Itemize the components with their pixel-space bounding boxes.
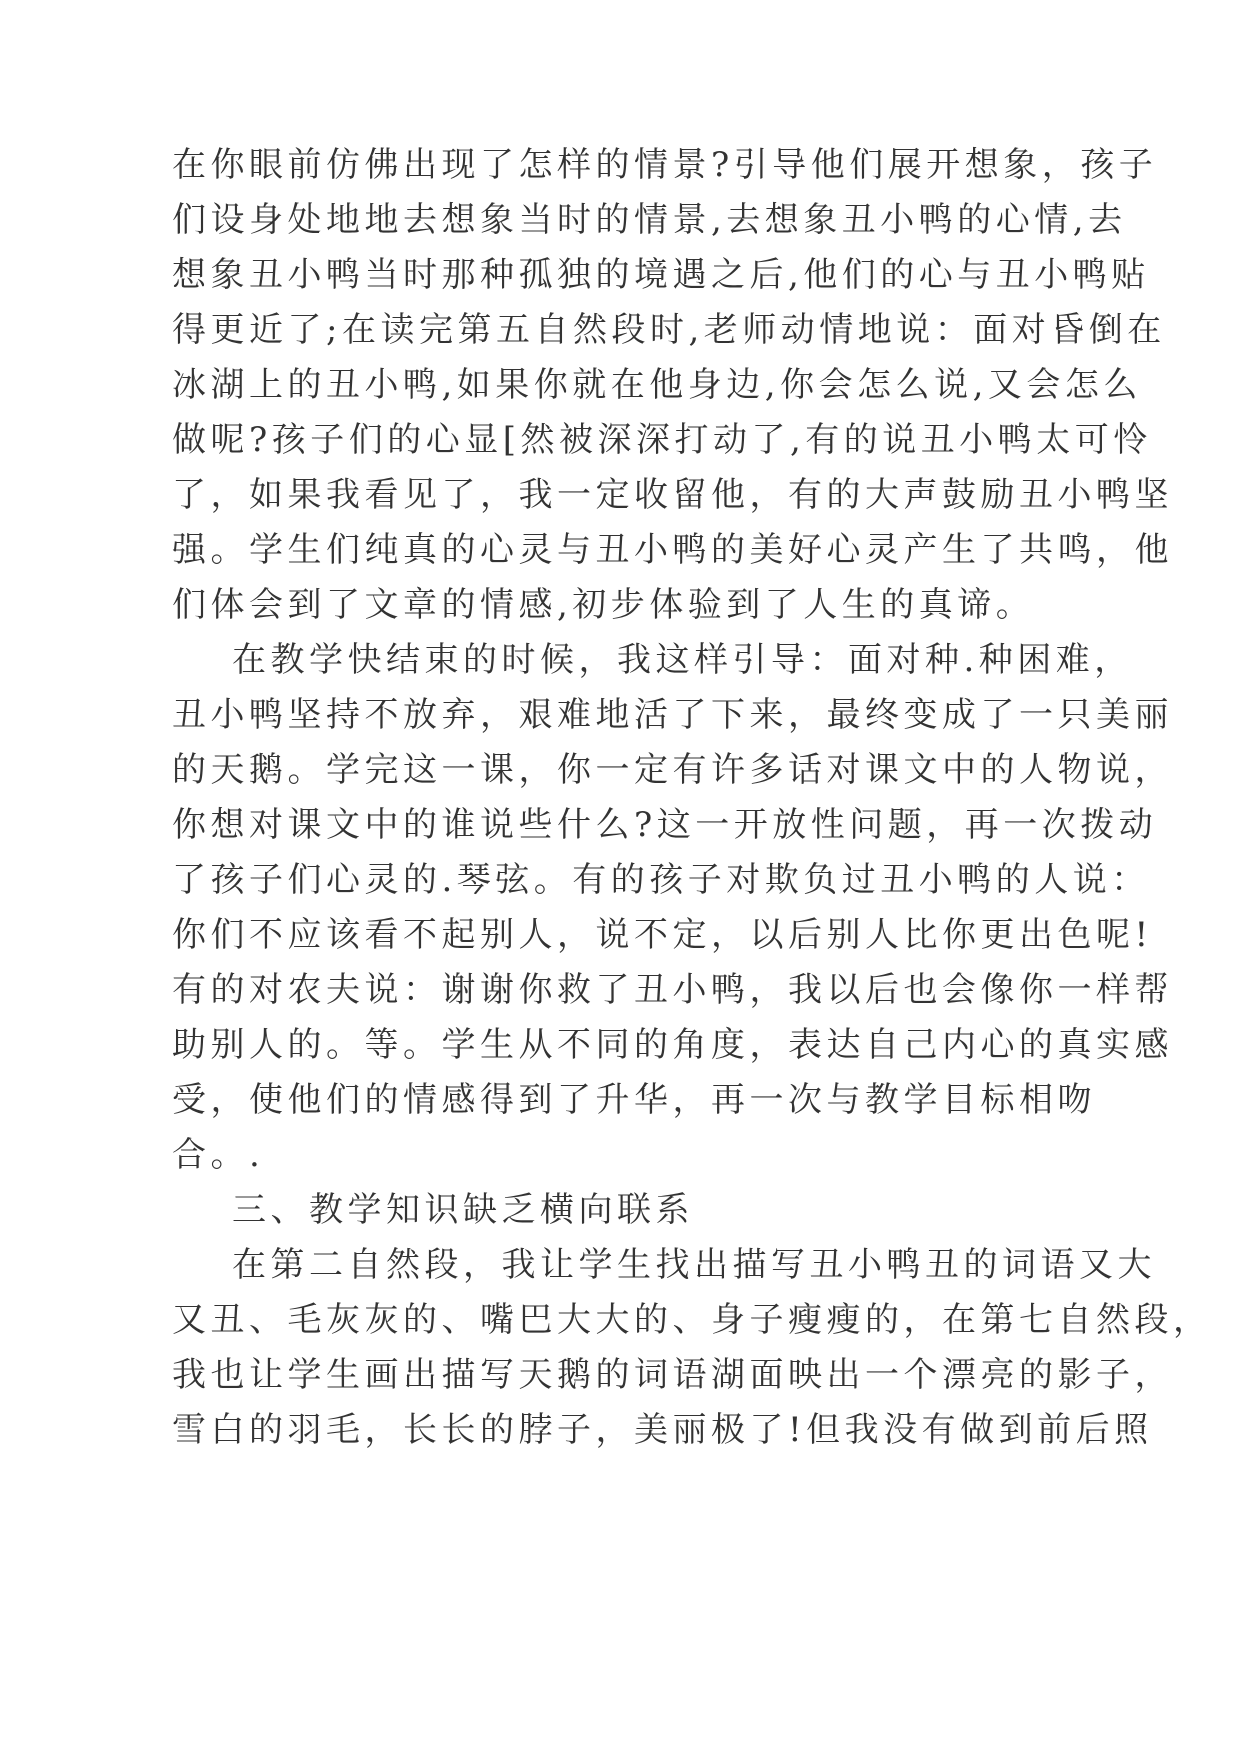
text-line-13: 你想对课文中的谁说些什么?这一开放性问题，再一次拨动 bbox=[172, 805, 1158, 845]
text-line-1: 在你眼前仿佛出现了怎样的情景?引导他们展开想象，孩子 bbox=[172, 145, 1158, 185]
text-line-6: 做呢?孩子们的心显[然被深深打动了,有的说丑小鸭太可怜 bbox=[172, 420, 1152, 460]
text-line-23: 我也让学生画出描写天鹅的词语湖面映出一个漂亮的影子， bbox=[172, 1355, 1173, 1395]
text-line-7: 了，如果我看见了，我一定收留他，有的大声鼓励丑小鸭坚 bbox=[172, 475, 1173, 515]
text-line-24: 雪白的羽毛，长长的脖子，美丽极了!但我没有做到前后照 bbox=[172, 1410, 1153, 1450]
text-line-15: 你们不应该看不起别人，说不定，以后别人比你更出色呢! bbox=[172, 915, 1153, 955]
section-heading: 三、教学知识缺乏横向联系 bbox=[232, 1190, 694, 1230]
text-line-21: 在第二自然段，我让学生找出描写丑小鸭丑的词语又大 bbox=[232, 1245, 1156, 1285]
text-line-9: 们体会到了文章的情感,初步体验到了人生的真谛。 bbox=[172, 585, 1035, 625]
text-line-4: 得更近了;在读完第五自然段时,老师动情地说：面对昏倒在 bbox=[172, 310, 1166, 350]
text-line-5: 冰湖上的丑小鸭,如果你就在他身边,你会怎么说,又会怎么 bbox=[172, 365, 1142, 405]
text-line-22: 又丑、毛灰灰的、嘴巴大大的、身子瘦瘦的，在第七自然段， bbox=[172, 1300, 1212, 1340]
text-line-16: 有的对农夫说：谢谢你救了丑小鸭，我以后也会像你一样帮 bbox=[172, 970, 1173, 1010]
text-line-8: 强。学生们纯真的心灵与丑小鸭的美好心灵产生了共鸣，他 bbox=[172, 530, 1173, 570]
text-line-10: 在教学快结束的时候，我这样引导：面对种.种困难， bbox=[232, 640, 1133, 680]
text-line-14: 了孩子们心灵的.琴弦。有的孩子对欺负过丑小鸭的人说： bbox=[172, 860, 1150, 900]
text-line-2: 们设身处地地去想象当时的情景,去想象丑小鸭的心情,去 bbox=[172, 200, 1127, 240]
text-line-11: 丑小鸭坚持不放弃，艰难地活了下来，最终变成了一只美丽 bbox=[172, 695, 1173, 735]
text-line-12: 的天鹅。学完这一课，你一定有许多话对课文中的人物说， bbox=[172, 750, 1173, 790]
text-line-18: 受，使他们的情感得到了升华，再一次与教学目标相吻 bbox=[172, 1080, 1096, 1120]
text-line-3: 想象丑小鸭当时那种孤独的境遇之后,他们的心与丑小鸭贴 bbox=[172, 255, 1150, 295]
text-line-17: 助别人的。等。学生从不同的角度，表达自己内心的真实感 bbox=[172, 1025, 1173, 1065]
text-line-19: 合。. bbox=[172, 1135, 265, 1175]
